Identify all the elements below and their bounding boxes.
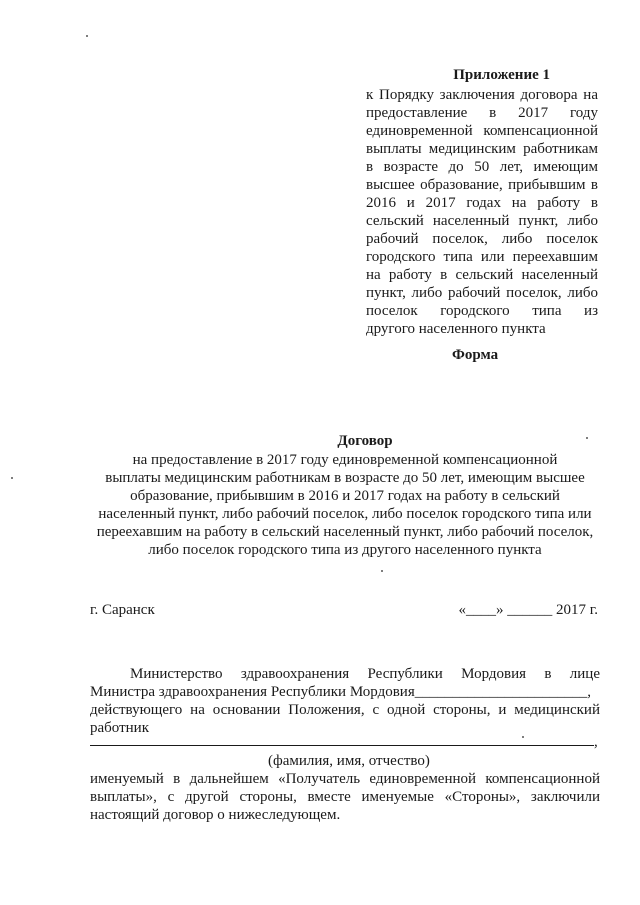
scan-speck bbox=[381, 570, 383, 572]
appendix-line: поселок городского типа из bbox=[366, 303, 598, 319]
appendix-line: другого населенного пункта bbox=[366, 321, 546, 337]
document-title: Договор bbox=[337, 433, 393, 449]
subtitle-line: на предоставление в 2017 году единовременной компенсационной bbox=[132, 452, 558, 468]
appendix-line: предоставление в 2017 году bbox=[366, 105, 598, 121]
paragraph-line: именуемый в дальнейшем «Получатель единовременной компенсационной bbox=[90, 771, 600, 787]
appendix-title: Приложение 1 bbox=[453, 67, 550, 83]
appendix-block bbox=[366, 66, 598, 338]
paragraph-line: работник bbox=[90, 720, 149, 736]
appendix-text bbox=[366, 86, 598, 338]
subtitle-line: образование, прибывшим в 2016 и 2017 годах на работу в сельский bbox=[130, 488, 560, 504]
scan-speck bbox=[86, 35, 88, 37]
appendix-line: на работу в сельский населенный bbox=[366, 267, 598, 283]
paragraph-recipient bbox=[90, 770, 600, 824]
appendix-line: рабочий поселок, либо поселок bbox=[366, 231, 598, 247]
paragraph-line: настоящий договор о нижеследующем. bbox=[90, 807, 341, 823]
blank-comma: , bbox=[594, 734, 598, 750]
appendix-line: к Порядку заключения договора на bbox=[366, 87, 598, 103]
paragraph-line: Министра здравоохранения Республики Мордовия_______________________, bbox=[90, 684, 591, 700]
appendix-line: сельский населенный пункт, либо bbox=[366, 213, 598, 229]
subtitle-line: переехавшим на работу в сельский населенный пункт, либо рабочий поселок, bbox=[96, 524, 594, 540]
form-label: Форма bbox=[452, 347, 499, 363]
paragraph-line: Министерство здравоохранения Республики Мордовия в лице bbox=[130, 666, 600, 682]
city-label: г. Саранск bbox=[90, 602, 155, 618]
paragraph-parties bbox=[90, 665, 600, 737]
name-blank-line bbox=[90, 745, 594, 746]
appendix-line: выплаты медицинским работникам bbox=[366, 141, 598, 157]
paragraph-line: выплаты», с другой стороны, вместе именуемые «Стороны», заключили bbox=[90, 789, 600, 805]
document-subtitle bbox=[90, 451, 600, 559]
appendix-line: 2016 и 2017 годах на работу в bbox=[366, 195, 598, 211]
scan-speck bbox=[11, 477, 13, 479]
appendix-line: высшее образование, прибывшим в bbox=[366, 177, 598, 193]
scan-speck bbox=[522, 736, 524, 738]
subtitle-line: выплаты медицинским работникам в возрасте до 50 лет, имеющим высшее bbox=[105, 470, 585, 486]
fio-caption: (фамилия, имя, отчество) bbox=[268, 753, 430, 769]
appendix-line: единовременной компенсационной bbox=[366, 123, 598, 139]
subtitle-line: населенный пункт, либо рабочий поселок, либо поселок городского типа или bbox=[98, 506, 592, 522]
subtitle-line: либо поселок городского типа из другого населенного пункта bbox=[148, 542, 542, 558]
appendix-line: городского типа или переехавшим bbox=[366, 249, 598, 265]
paragraph-line: действующего на основании Положения, с одной стороны, и медицинский bbox=[90, 702, 600, 718]
scan-speck bbox=[586, 437, 588, 439]
date-field: «____» ______ 2017 г. bbox=[458, 602, 598, 618]
appendix-line: в возрасте до 50 лет, имеющим bbox=[366, 159, 598, 175]
appendix-line: пункт, либо рабочий поселок, либо bbox=[366, 285, 598, 301]
